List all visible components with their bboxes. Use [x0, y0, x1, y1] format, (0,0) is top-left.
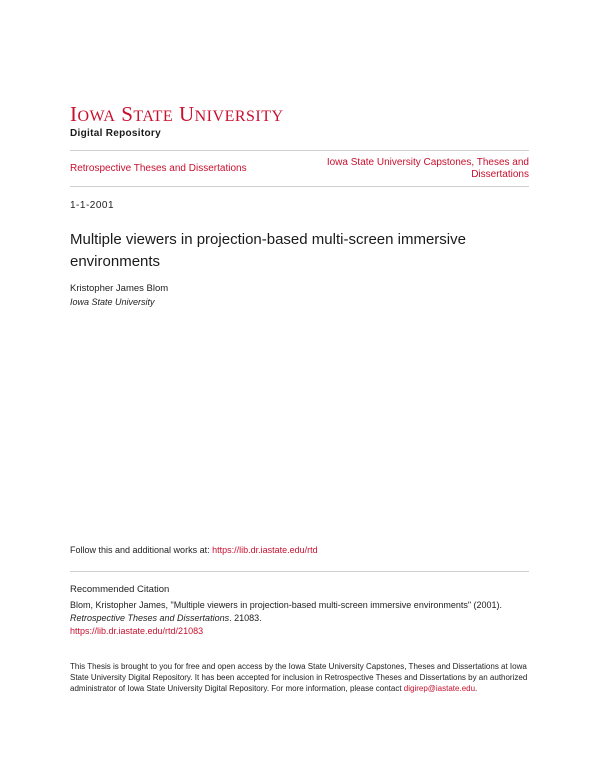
top-divider: [70, 150, 529, 151]
document-title: Multiple viewers in projection-based multi-screen immersive environments: [70, 231, 466, 270]
follow-line: [70, 545, 318, 555]
author-name: Kristopher James Blom: [70, 283, 169, 294]
university-logo: [70, 104, 284, 139]
collections-divider: [70, 186, 529, 187]
citation-divider: [70, 571, 529, 572]
contact-email-link[interactable]: digirep@iastate.edu: [403, 684, 476, 693]
citation-link[interactable]: https://lib.dr.iastate.edu/rtd/21083: [70, 626, 204, 636]
logo-subtitle: Digital Repository: [70, 128, 161, 139]
logo-wordmark: [70, 104, 284, 125]
logo-word-tate: TATE: [133, 108, 174, 125]
follow-text: Follow this and additional works at:: [70, 545, 213, 555]
collection-link-rtd[interactable]: Retrospective Theses and Dissertations: [70, 163, 247, 174]
access-statement-end: .: [475, 684, 478, 693]
publication-date: 1-1-2001: [70, 200, 115, 211]
logo-letter-s: S: [121, 102, 134, 126]
collection-link-capstones[interactable]: Iowa State University Capstones, Theses and Dissertations: [326, 157, 529, 180]
follow-link[interactable]: https://lib.dr.iastate.edu/rtd: [212, 545, 318, 555]
logo-word-owa: OWA: [77, 108, 116, 125]
logo-letter-i: I: [70, 102, 78, 126]
access-statement-text: This Thesis is brought to you for free and open access by the Iowa State University Capstones, Theses and Dissertations at Iowa State University Digital Repository. It has been accepted for inclusion in Retrospective Theses and Dissertations by an authorized administrator of Iowa State University Digital Repository. For more information, please contact: [70, 662, 528, 693]
access-statement: [70, 661, 530, 694]
logo-word-niversity: NIVERSITY: [194, 108, 284, 125]
citation-part-1: Blom, Kristopher James, "Multiple viewers in projection-based multi-screen immersive environments" (2001).: [70, 600, 503, 610]
citation-text: [70, 599, 530, 638]
author-affiliation: Iowa State University: [70, 297, 155, 307]
citation-series: Retrospective Theses and Dissertations: [70, 613, 230, 623]
citation-heading: Recommended Citation: [70, 584, 170, 595]
citation-part-2: . 21083.: [229, 613, 262, 623]
logo-letter-u: U: [178, 102, 195, 126]
